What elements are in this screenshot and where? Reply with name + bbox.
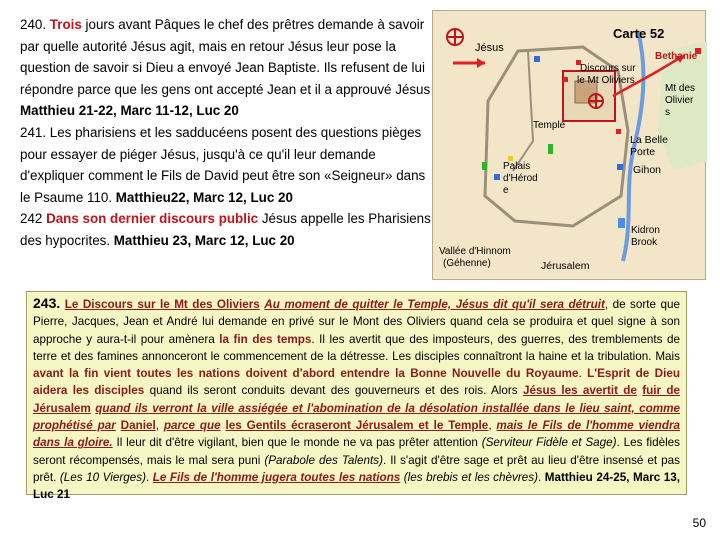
map-graphic [433, 11, 707, 281]
marker-green-icon [482, 162, 487, 170]
emphasis-text: L'Esprit de Dieu aidera les disciples [33, 367, 681, 398]
crosshair-icon [447, 29, 463, 45]
body-text: jours avant Pâques le chef des prêtres demande à savoir par quelle autorité Jésus agit, mais en retour Jésus leur pose la question de savoir si Dieu a envoyé Jean Baptiste. Ils refusent de lui répondre parce que les gens ont accepté Jean et il a approuvé Jésus [20, 17, 431, 97]
paragraph-240 [20, 14, 432, 122]
emphasis-text: Jésus les avertit de [522, 384, 637, 398]
scripture-reference: Matthieu 21-22, Marc 11-12, Luc 20 [20, 103, 239, 119]
paragraph-241 [20, 122, 432, 208]
item-number: 240. [20, 17, 47, 32]
emphasis-text: quand ils verront la ville assiégée et l'abomination de la désolation installée dans le lieu saint, comme prophétisé par [33, 401, 680, 433]
paragraph-242 [20, 208, 432, 251]
crosshair-icon [589, 94, 603, 108]
body-text: . [538, 470, 545, 484]
scripture-reference: Matthieu 24-25, Marc 13, Luc 21 [33, 470, 681, 502]
emphasis-text: les Gentils écraseront Jérusalem et le Temple [225, 419, 489, 433]
page-number: 50 [692, 516, 706, 530]
map-title: Carte 52 [613, 26, 665, 41]
section-title: Le Discours sur le Mt des Oliviers [64, 298, 260, 311]
scripture-reference: Matthieu 23, Marc 12, Luc 20 [113, 232, 295, 248]
parable-reference: (Les 10 Vierges) [59, 470, 146, 484]
highlight-text: Dans son dernier discours public [46, 211, 259, 227]
parable-reference: (Parabole des Talents) [264, 453, 383, 467]
label-palais: Palais [503, 161, 531, 172]
marker-square-icon [563, 77, 568, 82]
gihon-marker-icon [617, 164, 623, 170]
marker-square-icon [616, 129, 621, 134]
body-text: , [155, 419, 164, 433]
jerusalem-map [432, 10, 706, 280]
body-text: . Il s'agit d'être sage et prêt au lieu d'être insensé et pas prêt. [33, 453, 680, 484]
body-text: Il leur dit d'être vigilant, bien que le monde ne va pas prêter attention [112, 436, 482, 450]
discourse-box [26, 291, 687, 502]
label-gihon: Gihon [633, 164, 662, 176]
kidron-marker-icon [618, 218, 625, 228]
emphasis-text: fuir de Jérusalem [33, 384, 680, 415]
label-mt-3: s [665, 107, 670, 118]
label-jerusalem: Jérusalem [541, 260, 590, 272]
emphasis-text: mais le Fils de l'homme viendra dans la gloire. [33, 419, 681, 450]
label-discours: Discours sur [580, 63, 636, 74]
label-temple: Temple [533, 120, 566, 131]
emphasis-text: parce que [163, 419, 221, 433]
marker-green-icon [548, 144, 553, 154]
body-text: . [145, 470, 153, 484]
item-number: 243. [33, 295, 61, 311]
emphasis-text: avant la fin vient toutes les nations doivent d'abord entendre la Bonne Nouvelle du Royaume [33, 367, 579, 381]
label-bethanie: Bethanie [655, 51, 698, 62]
body-text: . Il les avertit que des imposteurs, des guerres, des tremblements de terre et des famines annonceront le commencement de la détresse. Les disciples connaîtront la haine et la tribulation. Mais [33, 332, 680, 363]
marker-blue-icon [494, 174, 500, 180]
highlight-text: Trois [49, 17, 82, 32]
body-text: quand ils seront conduits devant des gouverneurs et des rois. Alors [144, 384, 523, 398]
label-discours-2: le Mt Oliviers [577, 75, 635, 86]
label-hinnom-2: (Géhenne) [443, 258, 491, 269]
label-hinnom: Vallée d'Hinnom [439, 246, 511, 257]
parable-reference: (Serviteur Fidèle et Sage) [481, 436, 617, 450]
emphasis-text: Le Fils de l'homme jugera toutes les nations [152, 470, 401, 484]
body-text: . Les fidèles seront récompensés, mais le mal sera puni [33, 436, 681, 467]
body-text: , de sorte que Pierre, Jacques, Jean et André lui demande en privé sur le Mont des Oliviers quand cela se produira et quel signe à son approche y aura-t-il pour amènera [33, 298, 681, 346]
label-labelle-2: Porte [630, 146, 656, 158]
label-kidron: Kidron [631, 225, 660, 236]
label-palais-2: d'Hérod [503, 173, 538, 184]
label-labelle: La Belle [630, 134, 668, 146]
emphasis-text: la fin des temps [219, 332, 312, 346]
label-kidron-2: Brook [631, 237, 658, 248]
body-text: . [578, 367, 588, 381]
label-mt-2: Olivier [665, 95, 694, 106]
paragraph-243 [33, 295, 680, 504]
label-palais-3: e [503, 185, 509, 196]
arrow-head-icon [477, 58, 485, 68]
parable-reference: (les brebis et les chèvres) [403, 470, 538, 484]
inner-wall [513, 51, 533, 171]
marker-blue-icon [534, 56, 540, 62]
top-text [20, 14, 432, 252]
body-text: Jésus appelle les Pharisiens des hypocrites. [20, 211, 431, 248]
scripture-reference: Matthieu22, Marc 12, Luc 20 [115, 189, 293, 205]
body-text: , [488, 419, 497, 433]
item-number: 242 [20, 211, 47, 227]
emphasis-text: Au moment de quitter le Temple, Jésus dit qu'il sera détruit [264, 298, 605, 311]
body-text: 241. Les pharisiens et les sadducéens posent des questions pièges pour essayer de piéger Jésus, jusqu'à ce qu'il leur demande d'expliquer comment le Fils de David peut être son «Seigneur» dans le Psaume 110. [20, 124, 426, 205]
emphasis-text: Daniel [120, 419, 156, 433]
label-mt: Mt des [665, 83, 696, 94]
label-jesus: Jésus [475, 42, 504, 54]
